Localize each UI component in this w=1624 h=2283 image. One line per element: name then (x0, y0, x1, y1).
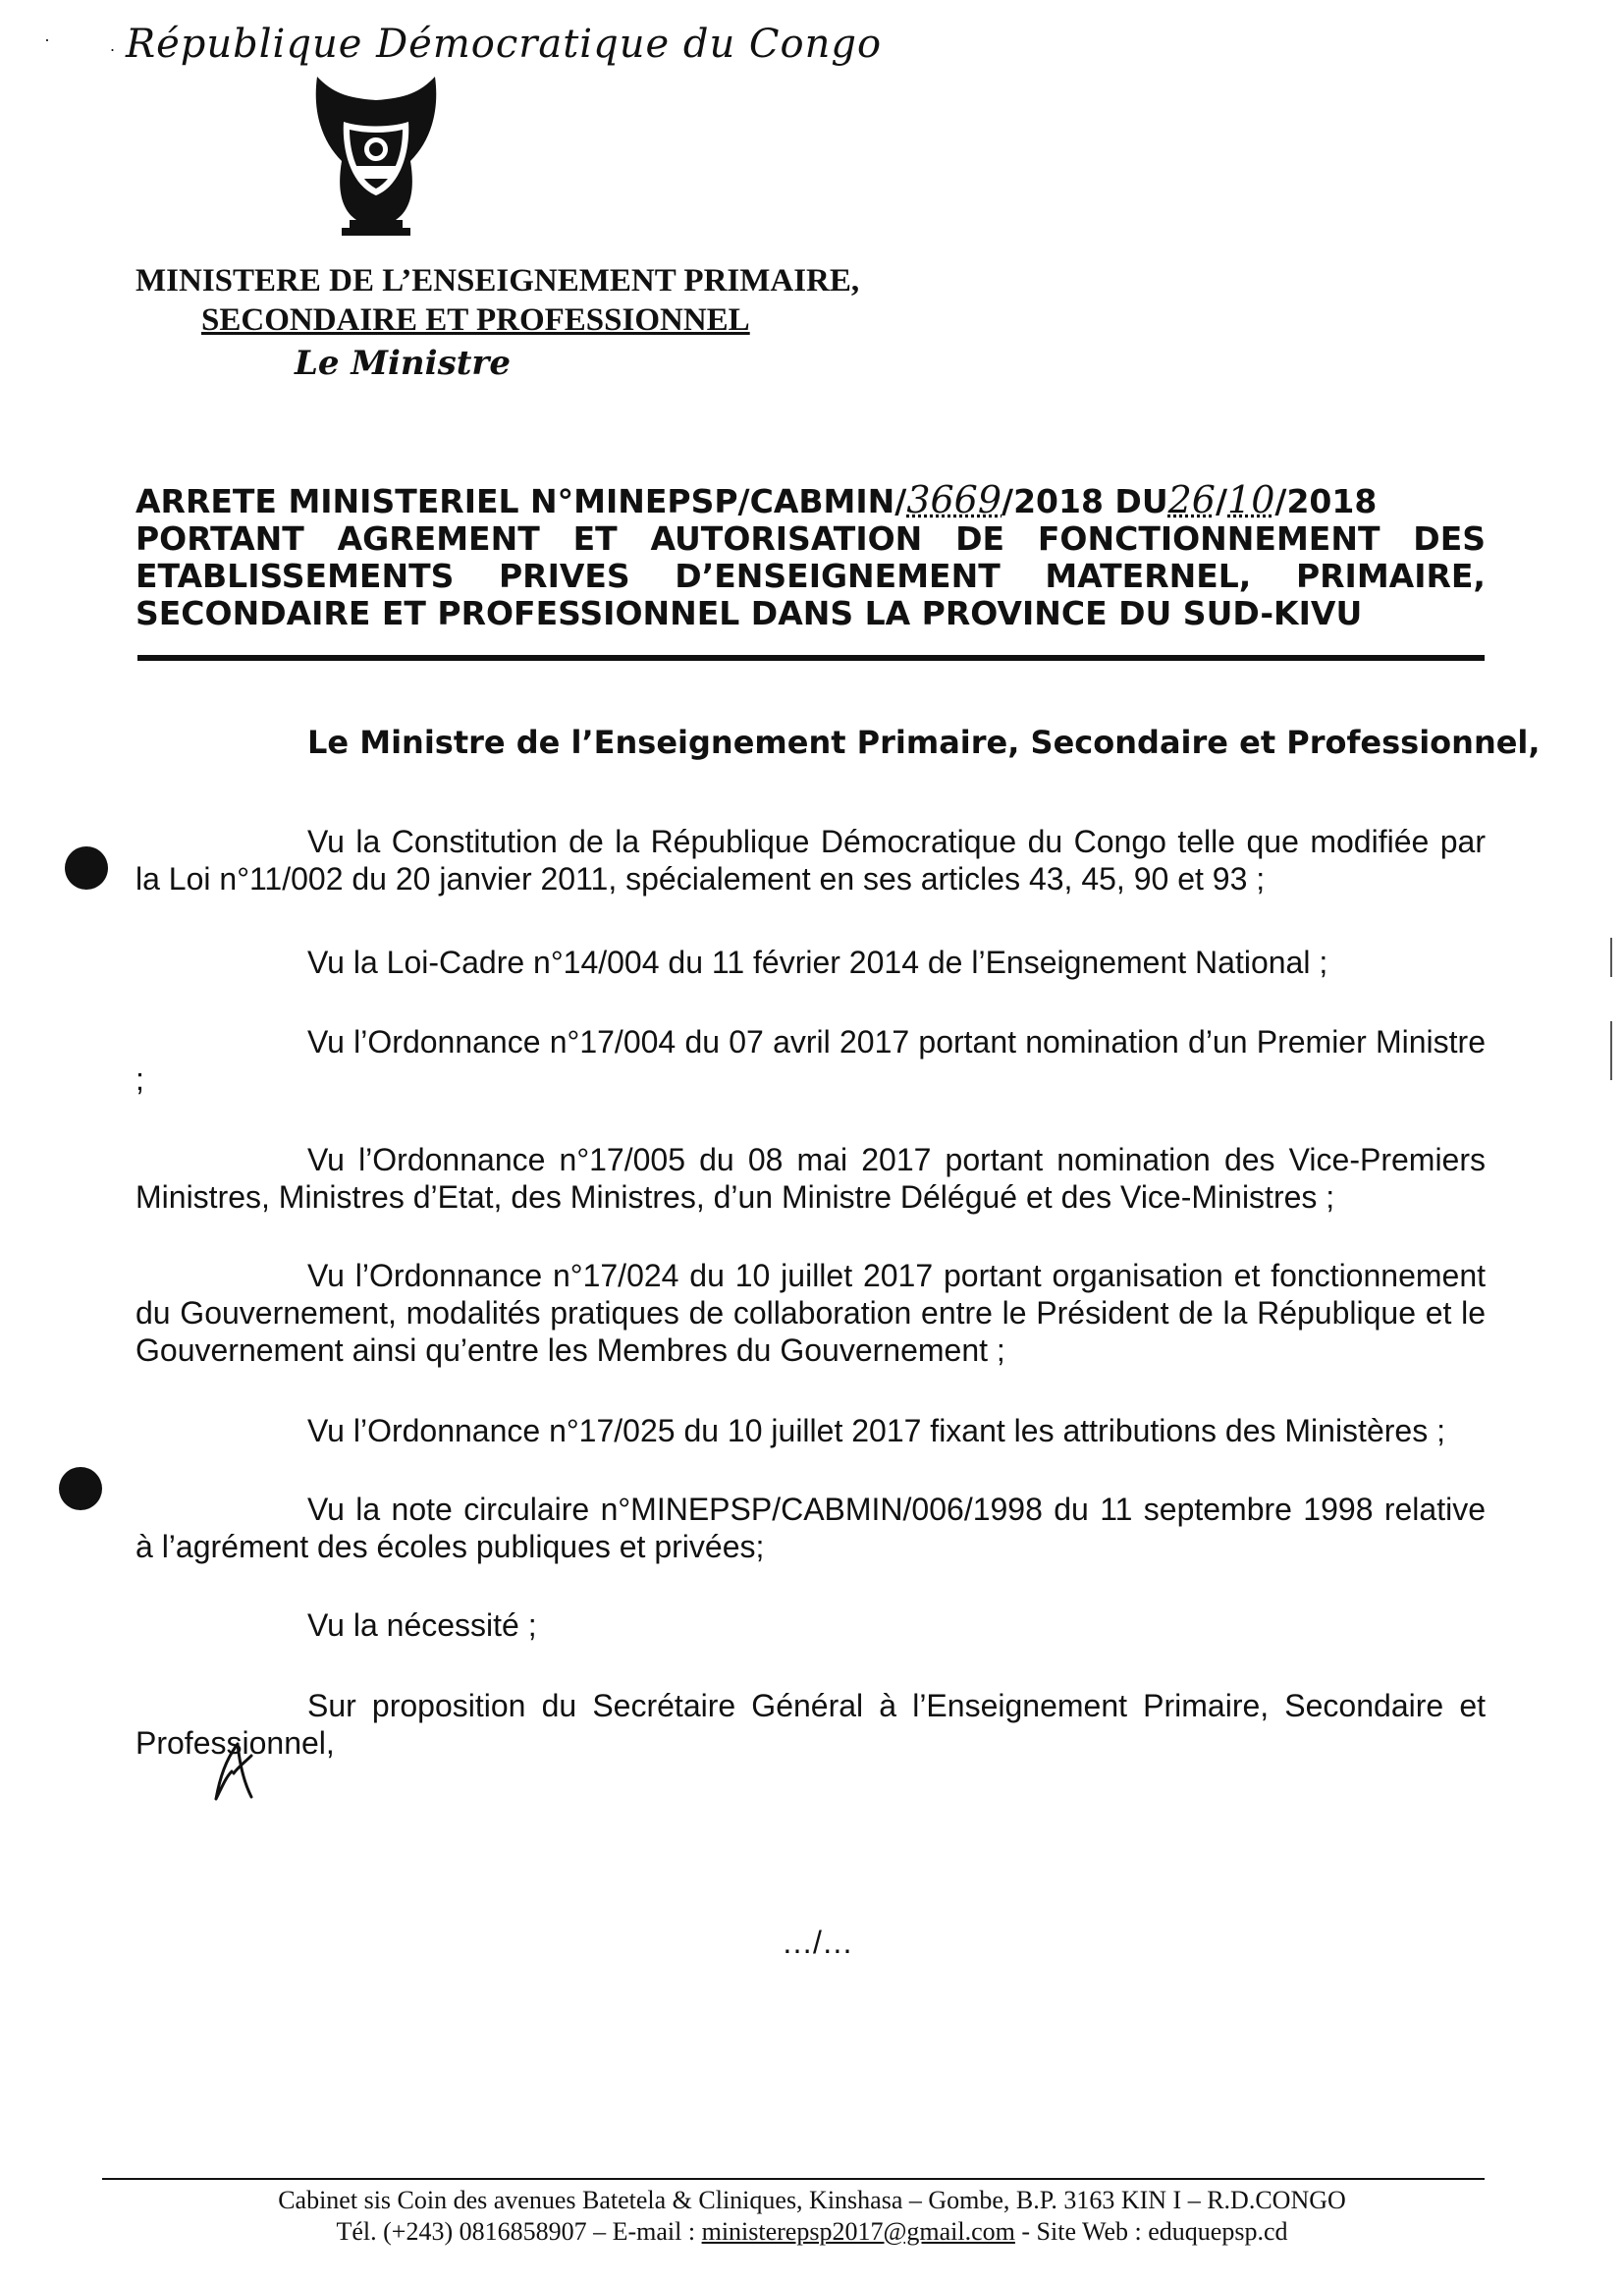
decree-title-line3 (135, 558, 1486, 595)
decree-line4-text: SECONDAIRE ET PROFESSIONNEL DANS LA PROVINCE DU SUD-KIVU (135, 594, 1363, 632)
decree-title-line2 (135, 520, 1486, 558)
decree-word: ET (572, 519, 618, 558)
recital-paragraph: Vu l’Ordonnance n°17/004 du 07 avril 2017 portant nomination d’un Premier Ministre ; (135, 1024, 1486, 1097)
scan-speck: · (44, 29, 50, 49)
footer-email-link[interactable]: ministerepsp2017@gmail.com (701, 2217, 1015, 2246)
decree-word: D’ENSEIGNEMENT (675, 557, 1001, 595)
recital-paragraph: Vu l’Ordonnance n°17/025 du 10 juillet 2017 fixant les attributions des Ministères ; (307, 1413, 1445, 1448)
decree-word: FONCTIONNEMENT (1037, 519, 1380, 558)
recital-paragraph: Vu la note circulaire n°MINEPSP/CABMIN/006/1998 du 11 septembre 1998 relative à l’agrément des écoles publiques et privées; (135, 1492, 1486, 1564)
decree-title (135, 478, 1486, 632)
decree-word: AGREMENT (337, 519, 540, 558)
decree-word: PORTANT (135, 519, 304, 558)
margin-bullet-mark (59, 1467, 102, 1510)
handwritten-initial (208, 1738, 267, 1807)
le-ministre-signature-title: Le Ministre (295, 344, 511, 383)
recital-paragraph: Vu la Loi-Cadre n°14/004 du 11 février 2014 de l’Enseignement National ; (307, 945, 1328, 980)
recital-paragraph: Sur proposition du Secrétaire Général à l’Enseignement Primaire, Secondaire et Professionnel, (135, 1688, 1486, 1761)
decree-word: DE (955, 519, 1005, 558)
margin-bullet-mark (65, 846, 108, 890)
scan-edge-mark (1610, 1021, 1612, 1080)
decree-word: PRIMAIRE, (1295, 557, 1486, 595)
decree-number-handwritten: 3669 (906, 478, 1002, 521)
decree-word: ETABLISSEMENTS (135, 557, 455, 595)
minister-title: Le Ministre de l’Enseignement Primaire, Secondaire et Professionnel, (307, 724, 1541, 761)
scan-edge-mark (1610, 938, 1612, 977)
decree-ref-mid: /2018 DU (1001, 482, 1168, 520)
decree-year: /2018 (1274, 482, 1378, 520)
recital-paragraph: Vu l’Ordonnance n°17/005 du 08 mai 2017 portant nomination des Vice-Premiers Ministres, Ministres d’Etat, des Ministres, d’un Ministre Délégué et des Vice-Ministres ; (135, 1142, 1486, 1215)
decree-reference-line: ARRETE MINISTERIEL N°MINEPSP/CABMIN/3669/2018 DU26/10/2018 (135, 478, 1378, 521)
coat-of-arms-emblem (312, 73, 440, 238)
recital-paragraph: Vu la Constitution de la République Démocratique du Congo telle que modifiée par la Loi n°11/002 du 20 janvier 2011, spécialement en ses articles 43, 45, 90 et 93 ; (135, 824, 1486, 897)
republic-heading: République Démocratique du Congo (126, 22, 883, 67)
recital-paragraph: Vu l’Ordonnance n°17/024 du 10 juillet 2017 portant organisation et fonctionnement du Gouvernement, modalités pratiques de collaboration entre le Président de la République et le Gouvernement ainsi qu’entre les Membres du Gouvernement ; (135, 1258, 1486, 1368)
ministry-name-line1: MINISTERE DE L’ENSEIGNEMENT PRIMAIRE, (135, 263, 860, 299)
footer-contact (0, 2217, 1624, 2247)
footer-address: Cabinet sis Coin des avenues Batetela & Cliniques, Kinshasa – Gombe, B.P. 3163 KIN I – R.D.CONGO (278, 2186, 1346, 2214)
title-divider (137, 655, 1485, 661)
footer-website: - Site Web : eduquepsp.cd (1014, 2217, 1288, 2246)
recital-paragraph: Vu la nécessité ; (307, 1607, 537, 1643)
scan-speck: . (110, 35, 116, 55)
decree-word: AUTORISATION (650, 519, 923, 558)
decree-ref-prefix: ARRETE MINISTERIEL N°MINEPSP/CABMIN/ (135, 482, 907, 520)
decree-title-line4 (135, 595, 1486, 632)
decree-day-handwritten: 26 (1167, 478, 1216, 521)
footer-tel: Tél. (+243) 0816858907 – E-mail : (336, 2217, 702, 2246)
footer-divider (102, 2178, 1485, 2180)
decree-month-handwritten: 10 (1227, 478, 1275, 521)
ministry-name-line2: SECONDAIRE ET PROFESSIONNEL (201, 302, 750, 338)
continuation-mark: …/… (782, 1925, 853, 1960)
decree-word: PRIVES (498, 557, 630, 595)
decree-word: DES (1413, 519, 1486, 558)
decree-word: MATERNEL, (1045, 557, 1252, 595)
